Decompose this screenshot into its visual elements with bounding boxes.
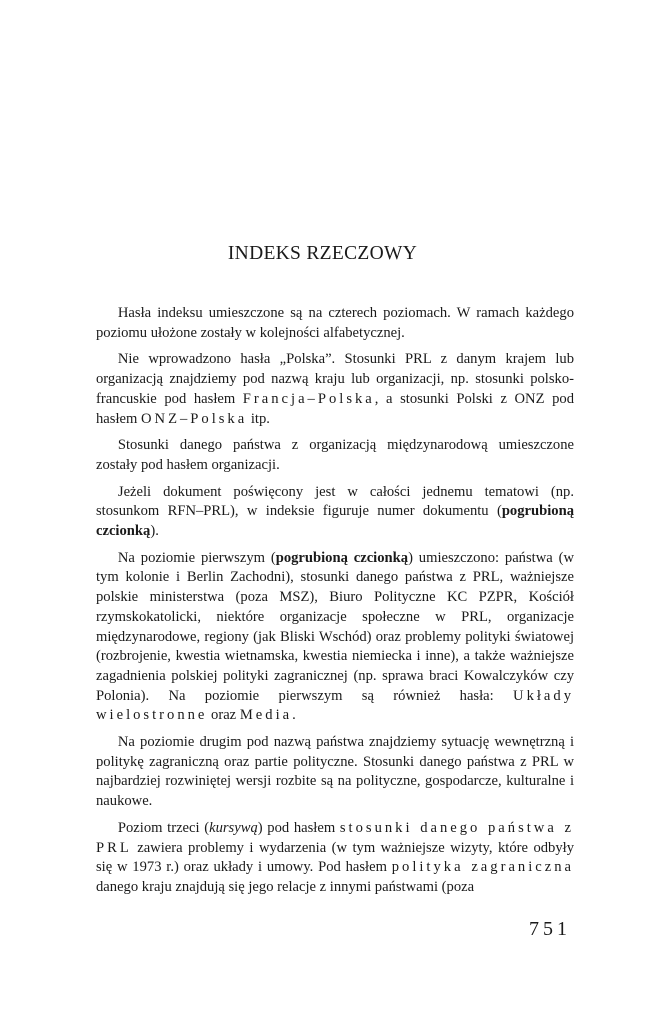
paragraph-2-text-c: , a stosunki Polski z ONZ pod hasłem — [96, 390, 574, 427]
spaced-term-polityka: polityka zagraniczna — [391, 859, 574, 876]
paragraph-5-text-e: oraz — [207, 707, 240, 724]
page-number: 751 — [529, 918, 571, 940]
paragraph-4 — [96, 483, 574, 542]
paragraph-4-text-c: ). — [150, 523, 159, 540]
spaced-term-media: Media — [239, 707, 293, 724]
paragraph-2-text-e: itp. — [247, 410, 270, 427]
spaced-term-francja-polska: Francja–Polska — [242, 390, 375, 407]
paragraph-6 — [96, 733, 574, 812]
body-text — [96, 304, 574, 905]
spaced-term-onz-polska: ONZ–Polska — [141, 410, 248, 427]
bold-term: pogrubioną czcionką — [96, 503, 574, 540]
paragraph-7-text-a: Poziom trzeci ( — [117, 819, 210, 836]
paragraph-7-text-e: zawiera problemy i wydarzenia (w tym ważniejsze wizyty, które odbyły się w 1973 r.) oraz układy i umowy. Pod hasłem — [96, 839, 574, 876]
paragraph-5-text-a: Na poziomie pierwszym ( — [117, 549, 276, 566]
page-title: INDEKS RZECZOWY — [227, 243, 418, 264]
paragraph-2 — [96, 350, 574, 429]
paragraph-5-text-g: . — [292, 707, 296, 724]
bold-term: pogrubioną czcionką — [275, 549, 409, 566]
paragraph-7-text-g: danego kraju znajdują się jego relacje z innymi państwami (poza — [96, 878, 475, 895]
paragraph-5 — [96, 549, 574, 726]
italic-term: kursywą — [209, 819, 258, 836]
paragraph-1 — [96, 304, 574, 343]
paragraph-6-text: Na poziomie drugim pod nazwą państwa znajdziemy sytuację wewnętrzną i politykę zagraniczną oraz partie polityczne. Stosunki danego państwa z PRL w najbardziej rozwiniętej wersji rozbite są na polityczne, gospodarcze, kulturalne i naukowe. — [96, 734, 574, 810]
paragraph-3-text: Stosunki danego państwa z organizacją międzynarodową umieszczone zostały pod hasłem organizacji. — [96, 437, 574, 473]
paragraph-7 — [96, 819, 574, 898]
paragraph-2-text-a: Nie wprowadzono hasła „Polska”. Stosunki PRL z danym krajem lub organizacją znajdziemy pod nazwą kraju lub organizacji, np. stosunki polsko-francuskie pod hasłem — [96, 351, 574, 407]
paragraph-3 — [96, 436, 574, 475]
paragraph-4-text-a: Jeżeli dokument poświęcony jest w całości jednemu tematowi (np. stosunkom RFN–PRL), w indeksie figuruje numer dokumentu ( — [96, 483, 574, 520]
paragraph-1-text: Hasła indeksu umieszczone są na czterech poziomach. W ramach każdego poziomu ułożone zostały w kolejności alfabetycznej. — [96, 305, 574, 341]
spaced-term-stosunki: stosunki danego państwa z PRL — [96, 819, 574, 856]
paragraph-5-text-c: ) umieszczono: państwa (w tym kolonie i Berlin Zachodni), stosunki danego państwa z PRL, ważniejsze polskie ministerstwa (poza MSZ), Biuro Polityczne KC PZPR, Kościół rzymskokatolicki, niektóre organizacje społeczne w PRL, organizacje międzynarodowe, regiony (jak Bliski Wschód) oraz problemy polityki światowej (rozbrojenie, kwestia wietnamska, kwestia niemiecka i inne), a także ważniejsze zagadnienia polskiej polityki zagranicznej (np. sprawa braci Kowalczyków czy Polonia). Na poziomie pierwszym są również hasła: — [96, 549, 574, 704]
paragraph-7-text-c: ) pod hasłem — [257, 819, 340, 836]
spaced-term-uklady: Układy wielostronne — [96, 687, 574, 724]
